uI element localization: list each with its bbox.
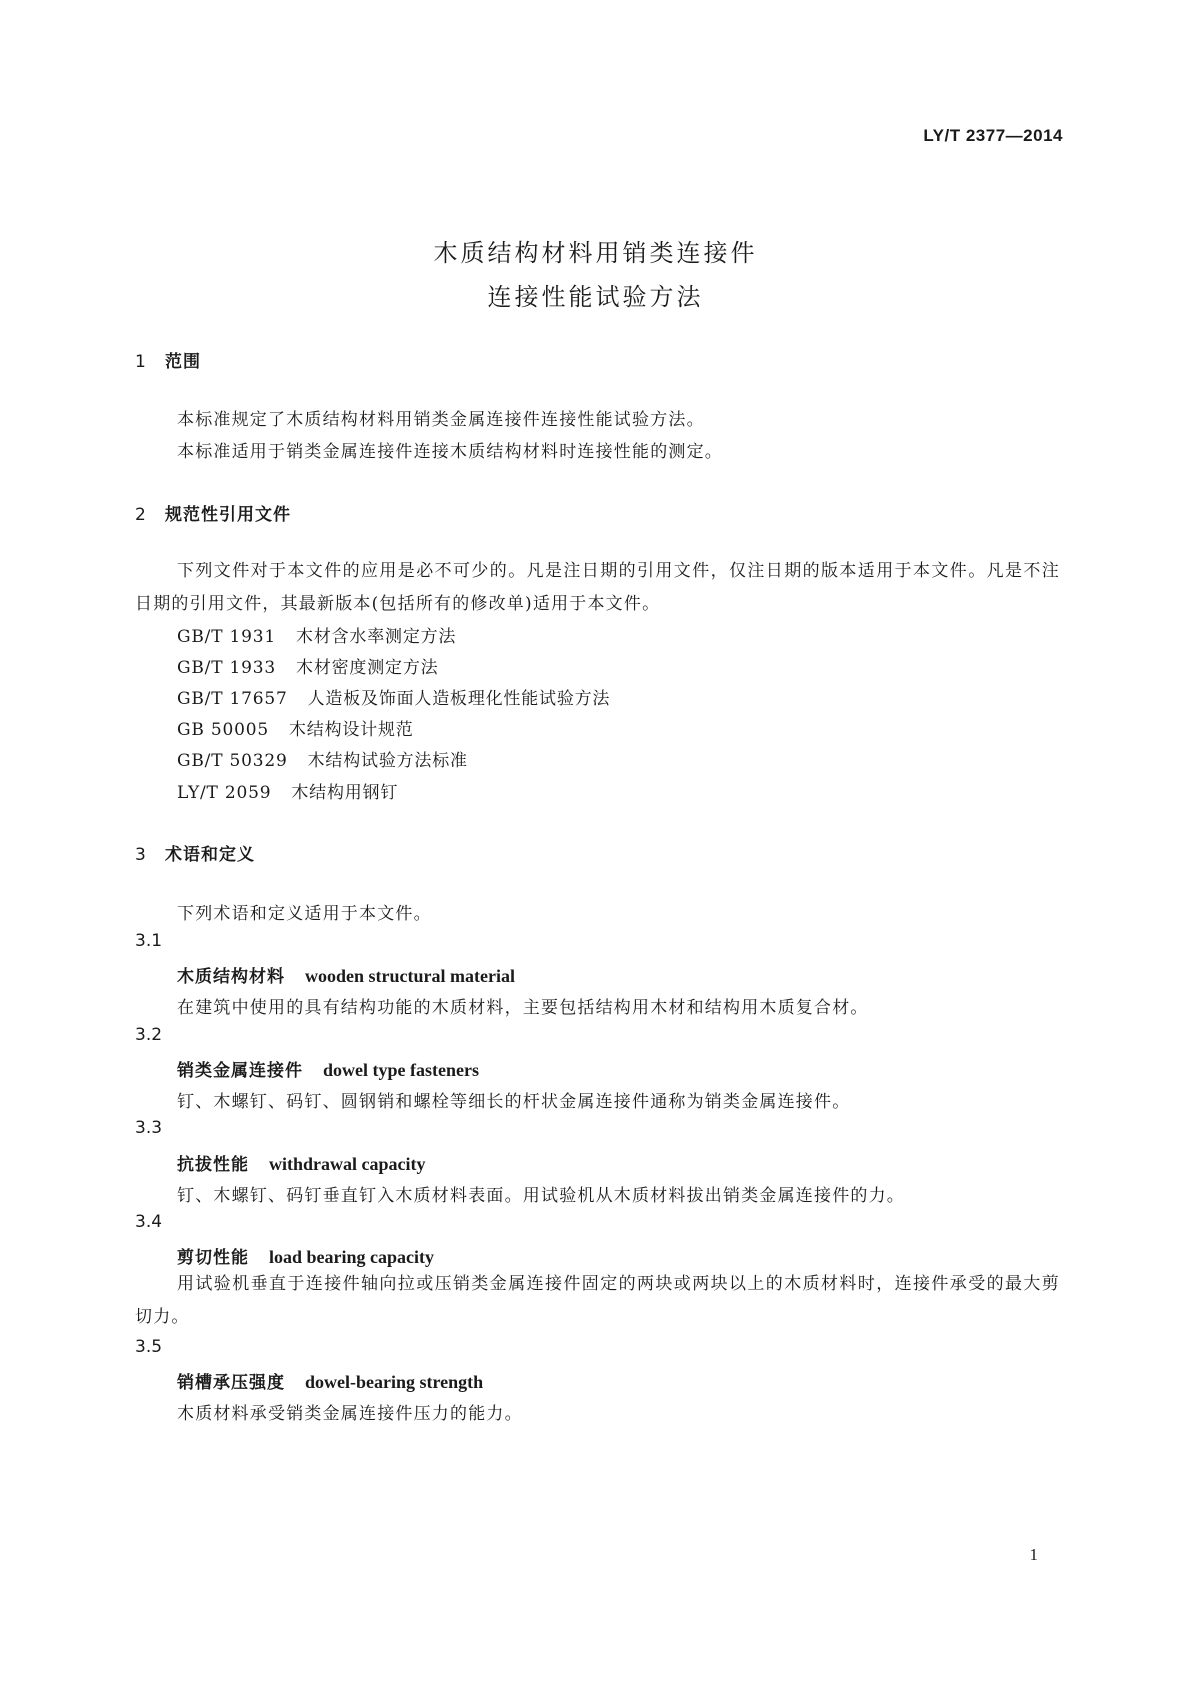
reference-code: LY/T 2059 — [177, 783, 272, 803]
standard-code: LY/T 2377—2014 — [923, 126, 1063, 145]
reference-item — [177, 622, 456, 647]
page-number: 1 — [1029, 1545, 1038, 1564]
section-title: 术语和定义 — [165, 845, 255, 865]
section-3-intro: 下列术语和定义适用于本文件。 — [177, 904, 432, 924]
section-number: 1 — [135, 352, 147, 372]
section-number: 3 — [135, 845, 147, 865]
reference-name: 木结构用钢钉 — [291, 783, 399, 803]
reference-name: 木材密度测定方法 — [296, 658, 439, 678]
term-definition: 用试验机垂直于连接件轴向拉或压销类金属连接件固定的两块或两块以上的木质材料时，连接件承受的最大剪切力。 — [135, 1274, 1060, 1327]
reference-item — [177, 715, 414, 740]
reference-code: GB/T 50329 — [177, 751, 288, 771]
section-number: 2 — [135, 505, 147, 525]
section-1-paragraph-1: 本标准规定了木质结构材料用销类金属连接件连接性能试验方法。 — [177, 410, 705, 430]
section-2-heading — [135, 500, 291, 525]
term-name-zh: 抗拔性能 — [177, 1155, 249, 1175]
term-number: 3.5 — [135, 1337, 163, 1357]
section-3-heading — [135, 840, 255, 865]
term-name-en: dowel type fasteners — [323, 1060, 479, 1080]
reference-name: 木结构设计规范 — [288, 720, 414, 740]
term-number: 3.3 — [135, 1118, 163, 1138]
term-heading — [177, 1243, 434, 1268]
section-title: 规范性引用文件 — [165, 505, 291, 525]
reference-name: 木材含水率测定方法 — [296, 627, 457, 647]
term-definition: 在建筑中使用的具有结构功能的木质材料，主要包括结构用木材和结构用木质复合材。 — [177, 998, 869, 1018]
reference-code: GB 50005 — [177, 720, 269, 740]
term-name-zh: 销槽承压强度 — [177, 1373, 285, 1393]
section-1-heading — [135, 347, 201, 372]
term-name-zh: 剪切性能 — [177, 1248, 249, 1268]
reference-item — [177, 653, 438, 678]
term-heading — [177, 1056, 479, 1081]
reference-item — [177, 778, 398, 803]
term-name-zh: 销类金属连接件 — [177, 1061, 303, 1081]
reference-name: 人造板及饰面人造板理化性能试验方法 — [307, 689, 611, 709]
term-definition: 钉、木螺钉、码钉、圆钢销和螺栓等细长的杆状金属连接件通称为销类金属连接件。 — [177, 1092, 851, 1112]
term-heading — [177, 1150, 426, 1175]
reference-code: GB/T 17657 — [177, 689, 288, 709]
document-title-line-1: 木质结构材料用销类连接件 — [433, 239, 758, 267]
term-number: 3.2 — [135, 1025, 163, 1045]
term-definition: 木质材料承受销类金属连接件压力的能力。 — [177, 1404, 523, 1424]
section-1-paragraph-2: 本标准适用于销类金属连接件连接木质结构材料时连接性能的测定。 — [177, 442, 723, 462]
term-name-zh: 木质结构材料 — [177, 967, 285, 987]
reference-name: 木结构试验方法标准 — [307, 751, 468, 771]
reference-item — [177, 684, 610, 709]
reference-code: GB/T 1931 — [177, 627, 277, 647]
reference-code: GB/T 1933 — [177, 658, 277, 678]
term-heading — [177, 1368, 483, 1393]
term-name-en: withdrawal capacity — [269, 1154, 426, 1174]
term-number: 3.1 — [135, 931, 163, 951]
term-name-en: load bearing capacity — [269, 1247, 434, 1267]
term-name-en: wooden structural material — [305, 966, 515, 986]
reference-item — [177, 746, 468, 771]
section-title: 范围 — [165, 352, 201, 372]
section-2-intro: 下列文件对于本文件的应用是必不可少的。凡是注日期的引用文件，仅注日期的版本适用于本文件。凡是不注日期的引用文件，其最新版本(包括所有的修改单)适用于本文件。 — [135, 561, 1060, 614]
document-title-line-2: 连接性能试验方法 — [487, 283, 704, 311]
term-heading — [177, 962, 515, 987]
term-definition: 钉、木螺钉、码钉垂直钉入木质材料表面。用试验机从木质材料拔出销类金属连接件的力。 — [177, 1186, 905, 1206]
term-number: 3.4 — [135, 1212, 163, 1232]
term-name-en: dowel-bearing strength — [305, 1372, 484, 1392]
